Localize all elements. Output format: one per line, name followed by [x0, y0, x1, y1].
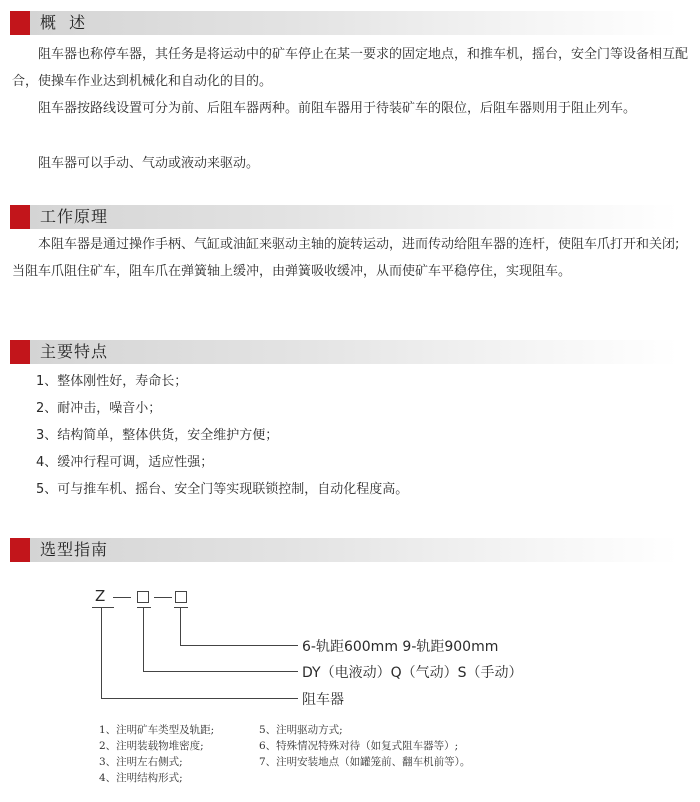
- code-letter: Z: [95, 587, 106, 605]
- feature-item: 1、整体刚性好，寿命长；: [36, 374, 188, 389]
- note-item: 6、特殊情况特殊对待（如复式阻车器等）;: [259, 740, 459, 752]
- section-title-overview: 概 述: [40, 13, 87, 32]
- note-item: 5、注明驱动方式;: [259, 724, 343, 736]
- gauge-label: 6-轨距600mm 9-轨距900mm: [302, 639, 499, 655]
- section-header-selection: [10, 538, 690, 562]
- header-bar: [10, 205, 678, 229]
- leader-name-vertical: [101, 607, 102, 698]
- header-bar: [10, 340, 678, 364]
- header-marker: [10, 340, 30, 364]
- code-dash: [154, 597, 172, 598]
- overview-paragraph-3: 阻车器可以手动、气动或液动来驱动。: [38, 156, 260, 171]
- section-header-principle: [10, 205, 690, 229]
- section-title-features: 主要特点: [40, 342, 109, 361]
- underline-drive: [137, 607, 151, 608]
- note-item: 4、注明结构形式;: [99, 772, 183, 784]
- leader-name-horizontal: [101, 698, 298, 699]
- header-marker: [10, 538, 30, 562]
- notes-right: [259, 722, 470, 770]
- section-title-selection: 选型指南: [40, 540, 109, 559]
- header-marker: [10, 205, 30, 229]
- leader-drive-horizontal: [143, 671, 298, 672]
- features-list: [36, 368, 408, 503]
- code-dash: [113, 597, 131, 598]
- feature-item: 3、结构简单，整体供货，安全维护方便；: [36, 428, 279, 443]
- drive-label: DY（电液动）Q（气动）S（手动）: [302, 665, 523, 681]
- feature-item: 2、耐冲击，噪音小；: [36, 401, 162, 416]
- leader-drive-vertical: [143, 607, 144, 671]
- section-header-overview: [10, 11, 690, 35]
- leader-gauge-vertical: [180, 607, 181, 645]
- section-title-principle: 工作原理: [40, 207, 109, 226]
- leader-gauge-horizontal: [180, 645, 298, 646]
- underline-z: [92, 607, 114, 608]
- header-marker: [10, 11, 30, 35]
- note-item: 2、注明装载物堆密度;: [99, 740, 204, 752]
- overview-paragraph-2: 阻车器按路线设置可分为前、后阻车器两种。前阻车器用于待装矿车的限位，后阻车器则用于阻止列车。: [38, 101, 637, 116]
- name-label: 阻车器: [302, 692, 344, 708]
- note-item: 1、注明矿车类型及轨距;: [99, 724, 215, 736]
- overview-paragraph-1: 阻车器也称停车器，其任务是将运动中的矿车停止在某一要求的固定地点，和推车机，摇台，安全门等设备相互配合，使操车作业达到机械化和自动化的目的。: [12, 47, 689, 89]
- note-item: 7、注明安装地点（如罐笼前、翻车机前等）。: [259, 756, 471, 768]
- model-code-diagram: [0, 580, 700, 710]
- section-header-features: [10, 340, 690, 364]
- principle-paragraph: 本阻车器是通过操作手柄、气缸或油缸来驱动主轴的旋转运动，进而传动给阻车器的连杆，使阻车爪打开和关闭;当阻车爪阻住矿车，阻车爪在弹簧轴上缓冲，由弹簧吸收缓冲，从而使矿车平稳停住，实现阻车。: [12, 237, 680, 279]
- header-bar: [10, 11, 678, 35]
- note-item: 3、注明左右侧式;: [99, 756, 183, 768]
- feature-item: 4、缓冲行程可调，适应性强；: [36, 455, 214, 470]
- notes-left: [99, 722, 214, 786]
- code-box-gauge: [175, 591, 187, 603]
- header-bar: [10, 538, 678, 562]
- code-box-drive: [137, 591, 149, 603]
- feature-item: 5、可与推车机、摇台、安全门等实现联锁控制，自动化程度高。: [36, 482, 409, 497]
- underline-gauge: [174, 607, 188, 608]
